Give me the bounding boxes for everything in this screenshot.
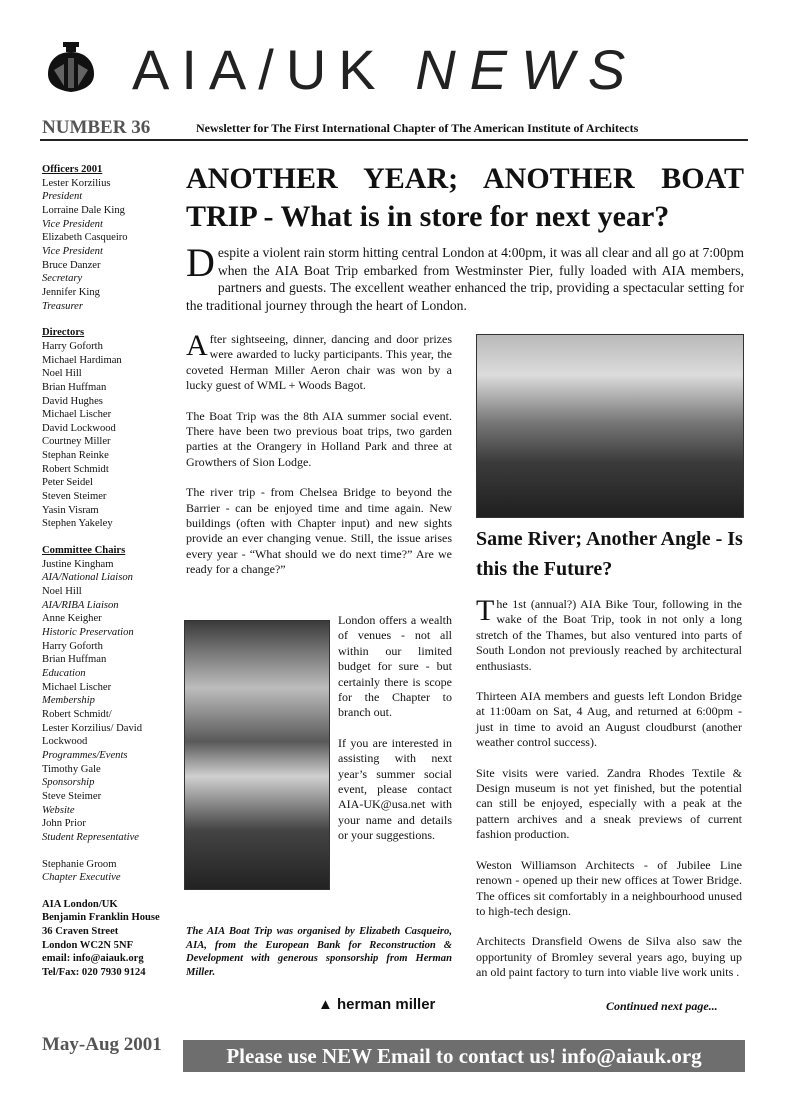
chair-name: Anne Keigher [42, 613, 102, 625]
chair-name: Michael Lischer [42, 681, 112, 693]
address-line: 36 Craven Street [42, 926, 119, 938]
paragraph: The river trip - from Chelsea Bridge to beyond the Barrier - can be enjoyed time and time again. New buildings (often with Chapter input) and new sights provide an ever changing venue. Still, the issue arises every year - “What should we do next time?” Are we ready for a change?” [186, 485, 452, 577]
drop-cap: A [186, 329, 208, 362]
directors-heading: Directors [42, 327, 85, 339]
chair-role: Historic Preservation [42, 627, 134, 638]
paragraph-text: fter sightseeing, dinner, dancing and door prizes were awarded to lucky participants. This year, the coveted Herman Miller Aeron chair was won by a lucky guest of WML + Woods Bagot. [186, 332, 452, 393]
paragraph: London offers a wealth of venues - not all within our limited budget for sure - but certainly there is scope for the Chapter to branch out. [338, 613, 452, 720]
officer-role: Vice President [42, 245, 103, 257]
intro-paragraph [186, 240, 744, 314]
herman-miller-logo [318, 996, 435, 1013]
director-name: Noel Hill [42, 368, 82, 380]
officer-name: Lorraine Dale King [42, 204, 125, 216]
photo-credit: The AIA Boat Trip was organised by Elizabeth Casqueiro, AIA, from the European Bank for Reconstruction & Development with generous sponsorship from Herman Miller. [186, 926, 452, 979]
paragraph [186, 329, 452, 394]
address-email[interactable]: email: info@aiauk.org [42, 953, 144, 965]
director-name: David Lockwood [42, 422, 116, 434]
chair-name: Justine Kingham [42, 558, 114, 570]
officer-role: Secretary [42, 273, 83, 285]
chair-name: Brian Huffman [42, 654, 107, 666]
chair-name: Steve Steimer [42, 790, 102, 802]
director-name: Yasin Visram [42, 504, 99, 516]
chair-name: Robert Schmidt/ [42, 708, 112, 720]
director-name: Stephen Yakeley [42, 518, 113, 530]
officer-name: Lester Korzilius [42, 177, 111, 189]
director-name: Brian Huffman [42, 381, 107, 393]
chair-role: Membership [42, 695, 95, 707]
drop-cap: D [186, 240, 215, 285]
header-divider [40, 139, 748, 141]
main-headline: ANOTHER YEAR; ANOTHER BOAT TRIP - What is in store for next year? [186, 162, 744, 233]
officer-role: Treasurer [42, 300, 84, 312]
address-line: London WC2N 5NF [42, 939, 134, 951]
director-name: Courtney Miller [42, 436, 111, 448]
chair-role: Education [42, 667, 86, 679]
director-name: Stephan Reinke [42, 450, 109, 462]
chair-role: Programmes/Events [42, 749, 128, 761]
chair-name: Noel Hill [42, 586, 82, 598]
chair-name: Lester Korzilius/ David [42, 722, 143, 734]
middle-column [186, 329, 452, 593]
chair-role: Student Representative [42, 831, 139, 843]
officer-name: Elizabeth Casqueiro [42, 232, 128, 244]
officer-name: Jennifer King [42, 286, 100, 298]
director-name: Steven Steimer [42, 491, 107, 503]
director-name: Peter Seidel [42, 477, 93, 489]
intro-text: espite a violent rain storm hitting central London at 4:00pm, it was all clear and all go at 7:00pm when the AIA Boat Trip embarked from Westminster Pier, fully loaded with AIA members, partners and guests. The excellent weather enhanced the trip, providing a spectacular setting for the traditional journey through the heart of London. [186, 245, 744, 313]
paragraph: Site visits were varied. Zandra Rhodes Textile & Design museum is not yet finished, but the potential can still be enjoyed, especially with a peak at the pattern archives and a sneak previews of current fashion production. [476, 765, 742, 842]
officer-role: President [42, 191, 83, 203]
chair-name: Timothy Gale [42, 763, 101, 775]
drop-cap: T [476, 594, 495, 627]
address-phone: Tel/Fax: 020 7930 9124 [42, 967, 146, 979]
paragraph: If you are interested in assisting with next year’s summer social event, please contact AIA-UK@usa.net with your name and details or your suggestions. [338, 735, 452, 843]
tagline: Newsletter for The First International Chapter of The American Institute of Architects [196, 121, 639, 135]
right-column [476, 594, 742, 996]
sidebar [42, 163, 182, 980]
committee-chairs-heading: Committee Chairs [42, 545, 126, 557]
middle-narrow-column [338, 613, 452, 859]
paragraph: Weston Williamson Architects - of Jubilee Line renown - opened up their new offices at Tower Bridge. The offices sit comfortably in a neighbourhood unused to high-tech design. [476, 857, 742, 918]
address-line: Benjamin Franklin House [42, 912, 160, 924]
paragraph [476, 594, 742, 674]
chair-name: Lockwood [42, 736, 88, 748]
chair-role: AIA/RIBA Liaison [42, 599, 119, 611]
email-banner[interactable]: Please use NEW Email to contact us! info@aiauk.org [183, 1040, 745, 1072]
director-name: Harry Goforth [42, 340, 103, 352]
paragraph: The Boat Trip was the 8th AIA summer social event. There have been two previous boat trips, two garden parties at the Orangery in Holland Park and three at Growthers of Sion Lodge. [186, 408, 452, 469]
continued-link[interactable]: Continued next page... [606, 999, 718, 1013]
chair-role: AIA/National Liaison [42, 572, 133, 584]
officers-heading: Officers 2001 [42, 164, 103, 175]
masthead-title: AIA/UK NEWS [132, 38, 640, 101]
issue-number: NUMBER 36 [42, 117, 151, 138]
director-name: David Hughes [42, 395, 103, 407]
director-name: Michael Lischer [42, 409, 112, 421]
chair-name: Harry Goforth [42, 640, 103, 652]
subheadline: Same River; Another Angle - Is this the Future? [476, 528, 743, 580]
executive-name: Stephanie Groom [42, 858, 117, 870]
director-name: Michael Hardiman [42, 354, 122, 366]
director-name: Robert Schmidt [42, 463, 109, 475]
paragraph: Thirteen AIA members and guests left London Bridge at 11:00am on Sat, 4 Aug, and returned at 6:00pm - just in time to avoid an August cloudburst (another weather control success). [476, 689, 742, 750]
chair-name: John Prior [42, 818, 86, 830]
executive-role: Chapter Executive [42, 872, 121, 884]
thames-boat-photo [476, 334, 744, 518]
sponsor-name: herman miller [337, 996, 436, 1013]
aia-eagle-logo [46, 40, 96, 95]
chair-role: Sponsorship [42, 777, 95, 789]
issue-date: May-Aug 2001 [42, 1034, 162, 1055]
herman-miller-icon: ▲ [318, 996, 338, 1013]
paragraph-text: he 1st (annual?) AIA Bike Tour, following in the wake of the Boat Trip, took in not only a long stretch of the Thames, but also ventured into parts of South London not previously reached by architectural enthusiasts. [476, 597, 742, 673]
officer-name: Bruce Danzer [42, 259, 101, 271]
address-line: AIA London/UK [42, 898, 118, 910]
officer-role: Vice President [42, 218, 103, 230]
boat-dinner-photo [184, 620, 330, 890]
paragraph: Architects Dransfield Owens de Silva also saw the opportunity of Bromley several years ago, buying up an old paint factory to turn into viable live work units . [476, 934, 742, 980]
chair-role: Website [42, 804, 75, 816]
